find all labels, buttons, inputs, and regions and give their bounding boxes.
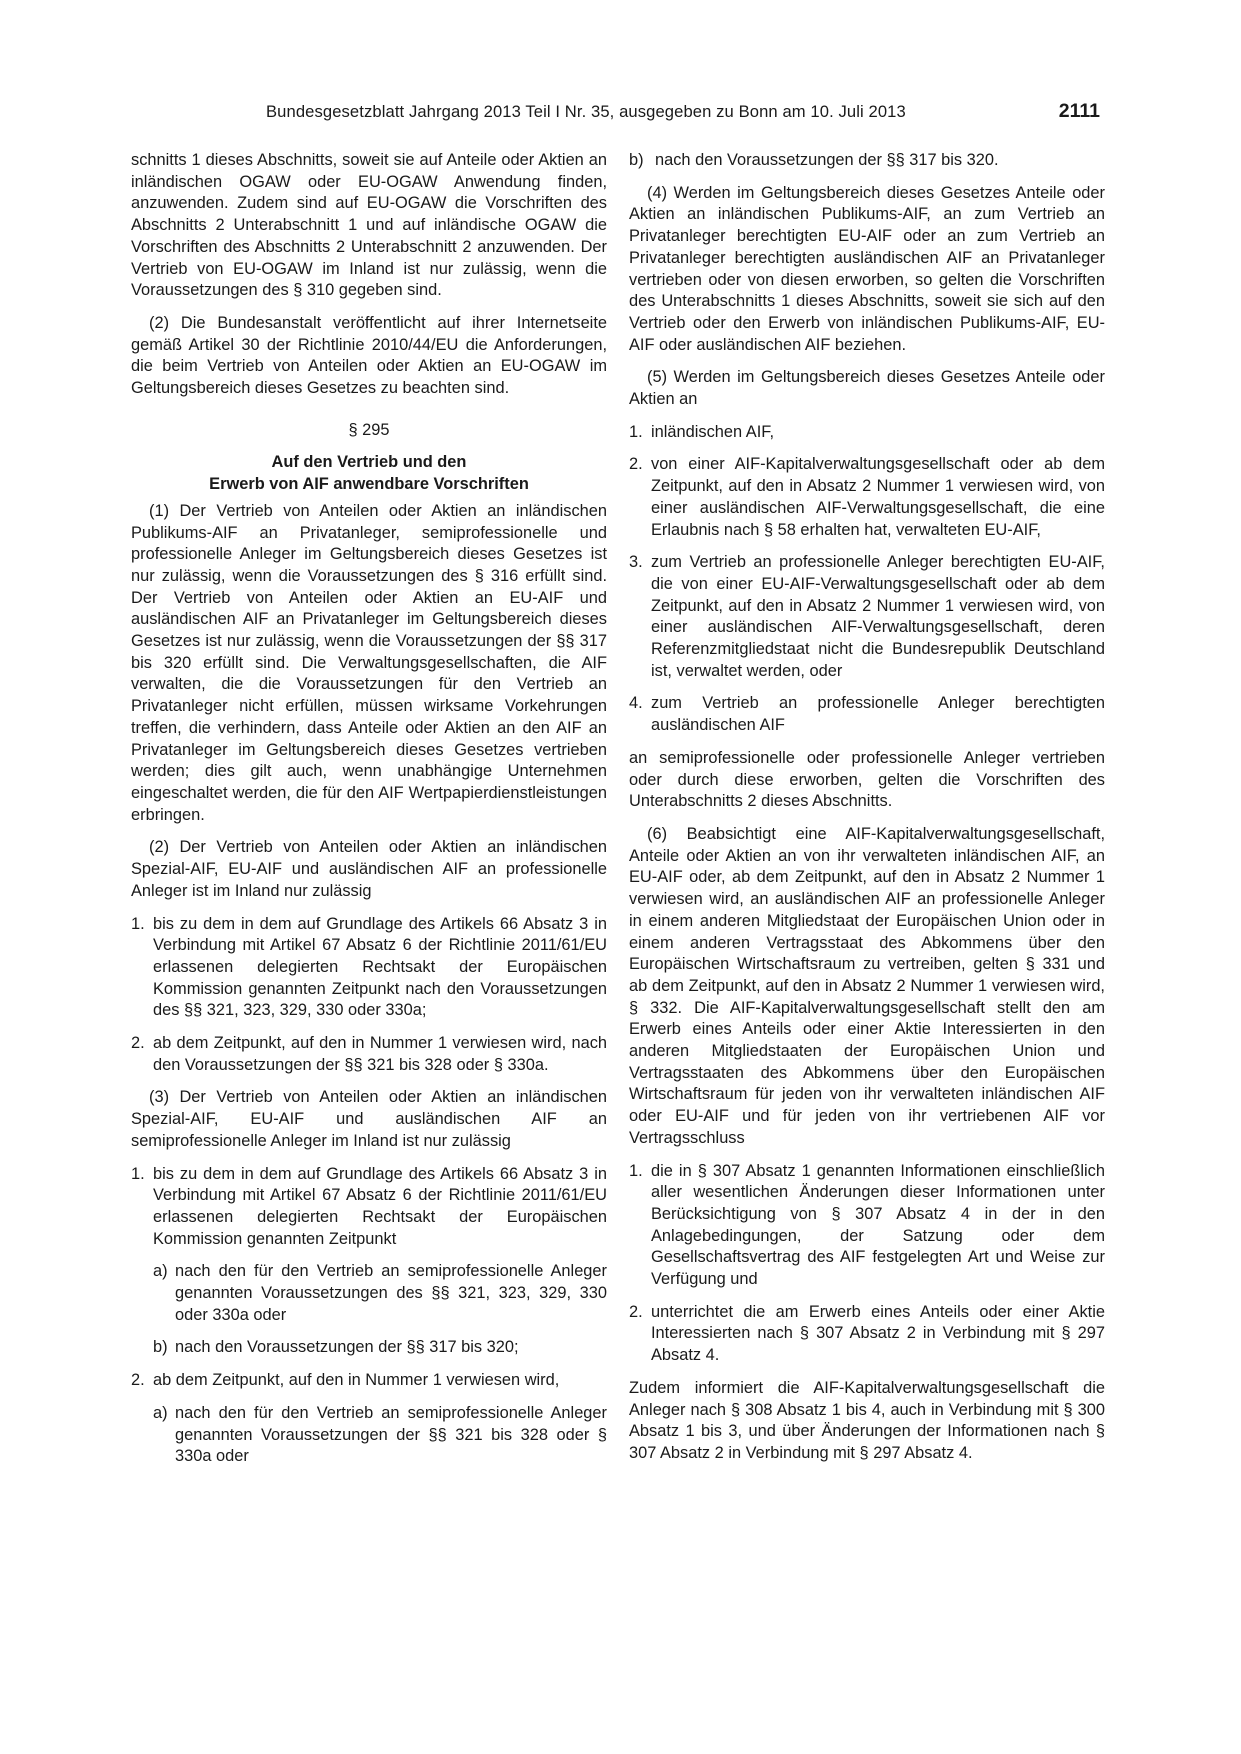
list-item — [629, 454, 1105, 541]
sub-list-item — [629, 150, 1105, 172]
list-item — [629, 552, 1105, 682]
paragraph: (5) Werden im Geltungsbereich dieses Gesetzes Anteile oder Aktien an — [629, 368, 1105, 409]
list-label: 1. — [629, 422, 643, 441]
list-label: 2. — [629, 1302, 643, 1321]
list-item — [131, 914, 607, 1023]
sub-list-item — [153, 1261, 607, 1326]
list-text: zum Vertrieb an professionelle Anleger berechtigten EU-AIF, die von einer EU-AIF-Verwaltungsgesellschaft oder ab dem Zeitpunkt, auf den in Absatz 2 Nummer 1 verwiesen wird, von einer ausländischen AIF-Verwaltungsgesellschaft, deren Referenzmitgliedstaat nicht die Bundesrepublik Deutschland ist, verwaltet werden, oder — [651, 553, 1105, 680]
list-label: a) — [153, 1262, 168, 1281]
list-label: 2. — [131, 1034, 145, 1053]
paragraph: (6) Beabsichtigt eine AIF-Kapitalverwaltungsgesellschaft, Anteile oder Aktien an von ihr verwalteten inländischen AIF, an EU-AIF oder, ab dem Zeitpunkt, auf den in Absatz 2 Nummer 1 verwiesen wird, an ausländischen AIF an professionelle Anleger in einem anderen Mitgliedstaat der Europäischen Union oder in einem anderen Vertragsstaat des Abkommens über den Europäischen Wirtschaftsraum zu vertreiben, gelten § 331 und ab dem Zeitpunkt, auf den in Absatz 2 Nummer 1 verwiesen wird, § 332. Die AIF-Kapitalverwaltungsgesellschaft stellt den am Erwerb eines Anteils oder einer Aktie Interessierten in den anderen Mitgliedstaaten der Europäischen Union und Vertragsstaaten des Abkommens über den Europäischen Wirtschaftsraum für jeden von ihr verwalteten inländischen AIF oder EU-AIF und für jeden von ihr vertriebenen AIF vor Vertragsschluss — [629, 824, 1105, 1147]
paragraph: (2) Der Vertrieb von Anteilen oder Aktien an inländischen Spezial-AIF, EU-AIF und ausländischen AIF an professionelle Anleger ist im Inland nur zulässig — [131, 838, 607, 900]
list-item — [629, 1302, 1105, 1367]
sub-list-item — [153, 1403, 607, 1468]
list-text: nach den Voraussetzungen der §§ 317 bis 320. — [655, 151, 999, 169]
paragraph: (2) Die Bundesanstalt veröffentlicht auf ihrer Internetseite gemäß Artikel 30 der Richtlinie 2010/44/EU die Anforderungen, die beim Vertrieb von Anteilen oder Aktien an EU-OGAW im Geltungsbereich dieses Gesetzes zu beachten sind. — [131, 313, 607, 398]
list-text: nach den Voraussetzungen der §§ 317 bis 320; — [175, 1338, 519, 1357]
section-number: § 295 — [348, 420, 390, 439]
list-label: 1. — [131, 1164, 145, 1183]
list-text: bis zu dem in dem auf Grundlage des Artikels 66 Absatz 3 in Verbindung mit Artikel 67 Absatz 6 der Richtlinie 2011/61/EU erlassenen delegierten Rechtsakt der Europäischen Kommission genannten Zeitpunkt nach den Voraussetzungen des §§ 321, 323, 329, 330 oder 330a; — [153, 914, 607, 1020]
continued-sub-list — [629, 150, 1105, 172]
numbered-list — [629, 1161, 1105, 1367]
paragraph: (1) Der Vertrieb von Anteilen oder Aktien an inländischen Publikums-AIF an Privatanleger, semiprofessionelle und professionelle Anleger im Geltungsbereich dieses Gesetzes ist nur zulässig, wenn die Voraussetzungen des § 316 erfüllt sind. Der Vertrieb von Anteilen oder Aktien an EU-AIF und ausländischen AIF an Privatanleger im Geltungsbereich dieses Gesetzes ist nur zulässig, wenn die Voraussetzungen der §§ 317 bis 320 erfüllt sind. Die Verwaltungsgesellschaften, die AIF verwalten, die die Voraussetzungen für den Vertrieb an Privatanleger nicht erfüllen, müssen wirksame Vorkehrungen treffen, die verhindern, dass Anteile oder Aktien an den AIF an Privatanleger im Geltungsbereich dieses Gesetzes vertrieben werden; dies gilt auch, wenn unabhängige Unternehmen eingeschaltet werden, die für den AIF Wertpapierdienstleistungen erbringen. — [131, 501, 607, 824]
list-label: b) — [153, 1338, 168, 1357]
list-item — [629, 422, 1105, 444]
list-text: die in § 307 Absatz 1 genannten Informationen einschließlich aller wesentlichen Änderungen dieser Informationen unter Berücksichtigung von § 307 Absatz 4 in der in den Anlagebedingungen, der Satzung oder dem Gesellschaftsvertrag des AIF festgelegten Art und Weise zur Verfügung und — [651, 1161, 1105, 1289]
list-text: nach den für den Vertrieb an semiprofessionelle Anleger genannten Voraussetzungen der §§ 321 bis 328 oder § 330a oder — [175, 1403, 607, 1466]
list-label: 3. — [629, 553, 643, 572]
list-label: 4. — [629, 694, 643, 713]
right-column — [629, 150, 1105, 1476]
sub-list-item — [153, 1337, 607, 1359]
list-text: bis zu dem in dem auf Grundlage des Artikels 66 Absatz 3 in Verbindung mit Artikel 67 Absatz 6 der Richtlinie 2011/61/EU erlassenen delegierten Rechtsakt der Europäischen Kommission genannten Zeitpunkt — [153, 1164, 607, 1248]
paragraph: an semiprofessionelle oder professionelle Anleger vertrieben oder durch diese erworben, gelten die Vorschriften des Unterabschnitts 2 dieses Abschnitts. — [629, 748, 1105, 811]
list-text: von einer AIF-Kapitalverwaltungsgesellschaft oder ab dem Zeitpunkt, auf den in Absatz 2 Nummer 1 verwiesen wird, von einer ausländischen AIF-Verwaltungsgesellschaft, die eine Erlaubnis nach § 58 erhalten hat, verwalteten EU-AIF, — [651, 455, 1105, 539]
numbered-list — [131, 1164, 607, 1468]
list-label: b) — [629, 151, 644, 169]
list-item — [131, 1033, 607, 1076]
section-title — [131, 452, 607, 495]
paragraph: Zudem informiert die AIF-Kapitalverwaltungsgesellschaft die Anleger nach § 308 Absatz 1 bis 4, auch in Verbindung mit § 300 Absatz 1 bis 3, und über Änderungen der Informationen nach § 307 Absatz 2 in Verbindung mit § 297 Absatz 4. — [629, 1378, 1105, 1462]
list-label: a) — [153, 1403, 168, 1422]
list-text: ab dem Zeitpunkt, auf den in Nummer 1 verwiesen wird, — [153, 1371, 560, 1390]
list-text: nach den für den Vertrieb an semiprofessionelle Anleger genannten Voraussetzungen des §§ 321, 323, 329, 330 oder 330a oder — [175, 1262, 607, 1324]
sub-list — [153, 1403, 607, 1468]
paragraph: (4) Werden im Geltungsbereich dieses Gesetzes Anteile oder Aktien an inländischen Publikums-AIF, an zum Vertrieb an Privatanleger berechtigten EU-AIF oder an zum Vertrieb an Privatanleger berechtigten ausländischen AIF an Privatanleger vertrieben oder von diesen erworben, so gelten die Vorschriften des Unterabschnitts 1 dieses Abschnitts, soweit sie sich auf den Vertrieb oder den Erwerb von inländischen Publikums-AIF, EU-AIF oder ausländischen AIF beziehen. — [629, 183, 1105, 354]
list-text: ab dem Zeitpunkt, auf den in Nummer 1 verwiesen wird, nach den Voraussetzungen der §§ 321 bis 328 oder § 330a. — [153, 1034, 607, 1074]
paragraph: (3) Der Vertrieb von Anteilen oder Aktien an inländischen Spezial-AIF, EU-AIF und ausländischen AIF an semiprofessionelle Anleger im Inland ist nur zulässig — [131, 1088, 607, 1150]
list-item — [629, 1161, 1105, 1291]
list-item — [131, 1164, 607, 1360]
list-item — [131, 1370, 607, 1468]
left-column — [131, 150, 607, 1479]
list-label: 2. — [131, 1371, 145, 1390]
list-text: inländischen AIF, — [651, 422, 775, 441]
page-header — [130, 100, 1100, 126]
list-text: zum Vertrieb an professionelle Anleger berechtigten ausländischen AIF — [651, 694, 1105, 735]
list-item — [629, 693, 1105, 736]
list-text: unterrichtet die am Erwerb eines Anteils oder einer Aktie Interessierten nach § 307 Absatz 2 in Verbindung mit § 297 Absatz 4. — [651, 1302, 1105, 1365]
list-label: 1. — [629, 1161, 643, 1180]
numbered-list — [131, 914, 607, 1077]
numbered-list — [629, 422, 1105, 737]
page-number: 2111 — [1058, 100, 1100, 122]
section-title-line: Auf den Vertrieb und den — [271, 453, 467, 472]
sub-list — [153, 1261, 607, 1359]
header-title: Bundesgesetzblatt Jahrgang 2013 Teil I Nr. 35, ausgegeben zu Bonn am 10. Juli 2013 — [266, 102, 906, 121]
list-label: 2. — [629, 455, 643, 474]
section-title-line: Erwerb von AIF anwendbare Vorschriften — [209, 475, 529, 494]
paragraph: schnitts 1 dieses Abschnitts, soweit sie auf Anteile oder Aktien an inländischen OGAW oder EU-OGAW Anwendung finden, anzuwenden. Zudem sind auf EU-OGAW die Vorschriften des Abschnitts 2 Unterabschnitt 1 und auf inländische OGAW die Vorschriften des Abschnitts 2 Unterabschnitt 2 anzuwenden. Der Vertrieb von EU-OGAW im Inland ist nur zulässig, wenn die Voraussetzungen des § 310 gegeben sind. — [131, 151, 607, 300]
list-label: 1. — [131, 914, 145, 933]
